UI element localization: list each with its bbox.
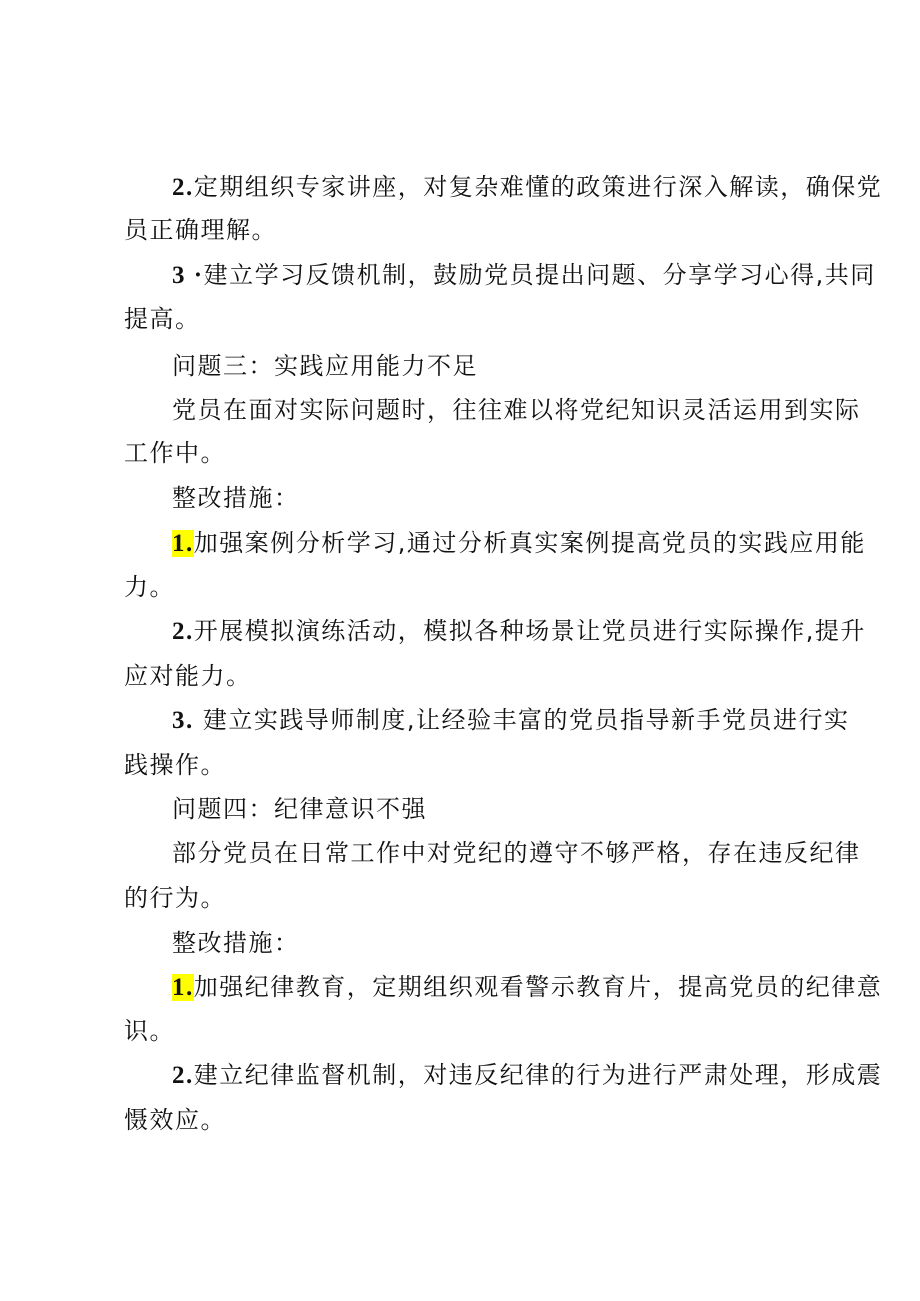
paragraph-line [172, 393, 861, 427]
paragraph-line [124, 213, 277, 247]
paragraph-line [172, 703, 850, 738]
list-number: 2. [172, 174, 194, 201]
paragraph-line [172, 970, 882, 1005]
list-number-highlighted: 1. [172, 530, 194, 557]
paragraph-line [124, 302, 201, 336]
heading-text: 问题三：实践应用能力不足 [172, 352, 478, 380]
paragraph-text: 工作中。 [124, 439, 226, 467]
paragraph-line [124, 659, 252, 693]
paragraph-line [124, 881, 226, 915]
section-subheading [172, 926, 300, 960]
paragraph-text: 部分党员在日常工作中对党纪的遵守不够严格，存在违反纪律 [172, 839, 861, 867]
heading-text: 问题四：纪律意识不强 [172, 795, 427, 823]
paragraph-line [124, 1014, 175, 1048]
paragraph-line [124, 570, 175, 604]
paragraph-line [172, 258, 876, 293]
paragraph-line [172, 526, 866, 561]
list-number: 3. [172, 707, 194, 734]
paragraph-line [124, 748, 226, 782]
heading-text: 整改措施： [172, 929, 300, 957]
list-number: 2. [172, 618, 194, 645]
paragraph-text: 建立实践导师制度,让经验丰富的党员指导新手党员进行实 [193, 706, 850, 734]
paragraph-text: 践操作。 [124, 751, 226, 779]
paragraph-text: 加强纪律教育，定期组织观看警示教育片，提高党员的纪律意 [193, 973, 883, 1001]
paragraph-line [172, 836, 861, 870]
paragraph-text: 开展模拟演练活动，模拟各种场景让党员进行实际操作,提升 [193, 617, 866, 645]
paragraph-text: 应对能力。 [124, 662, 252, 690]
list-number-highlighted: 1. [172, 974, 194, 1001]
paragraph-text: 的行为。 [124, 884, 226, 912]
paragraph-line [172, 614, 866, 649]
paragraph-text: 定期组织专家讲座，对复杂难懂的政策进行深入解读，确保党 [193, 173, 883, 201]
paragraph-text: 建立学习反馈机制，鼓励党员提出问题、分享学习心得,共同 [203, 261, 876, 289]
section-heading [172, 349, 478, 383]
paragraph-text: 党员在面对实际问题时，往往难以将党纪知识灵活运用到实际 [172, 396, 861, 424]
list-number: 3 · [172, 262, 204, 289]
section-subheading [172, 481, 300, 515]
paragraph-line [172, 1058, 882, 1093]
paragraph-text: 力。 [124, 573, 175, 601]
list-number: 2. [172, 1062, 194, 1089]
paragraph-line [172, 170, 882, 205]
paragraph-text: 建立纪律监督机制，对违反纪律的行为进行严肃处理，形成震 [193, 1061, 883, 1089]
paragraph-text: 慑效应。 [124, 1106, 226, 1134]
paragraph-line [124, 1103, 226, 1137]
heading-text: 整改措施： [172, 484, 300, 512]
paragraph-text: 加强案例分析学习,通过分析真实案例提高党员的实践应用能 [193, 529, 866, 557]
paragraph-text: 员正确理解。 [124, 216, 277, 244]
paragraph-line [124, 436, 226, 470]
paragraph-text: 识。 [124, 1017, 175, 1045]
section-heading [172, 792, 427, 826]
paragraph-text: 提高。 [124, 305, 201, 333]
